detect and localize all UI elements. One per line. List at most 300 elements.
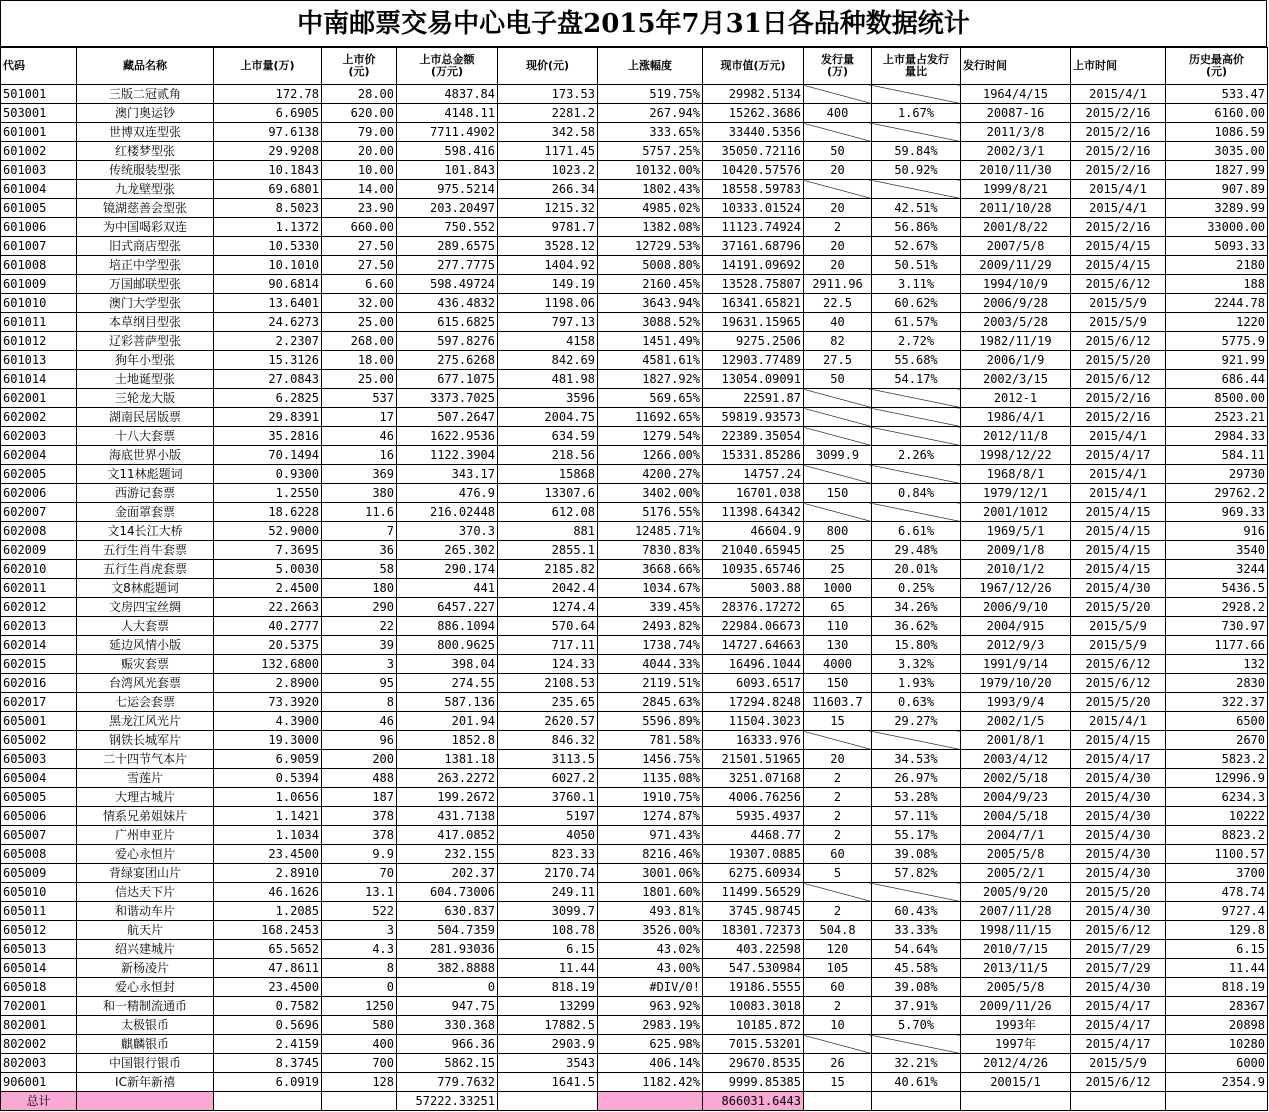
- listing-amount-cell[interactable]: 265.302: [397, 541, 498, 560]
- listing-date-cell[interactable]: 2015/6/12: [1071, 275, 1166, 294]
- listing-qty-cell[interactable]: 22.2663: [214, 598, 322, 617]
- listing-amount-cell[interactable]: 3373.7025: [397, 389, 498, 408]
- listing-amount-cell[interactable]: 436.4832: [397, 294, 498, 313]
- current-price-cell[interactable]: 2855.1: [498, 541, 598, 560]
- listing-amount-cell[interactable]: 199.2672: [397, 788, 498, 807]
- high-price-cell[interactable]: 1220: [1166, 313, 1268, 332]
- ratio-cell[interactable]: 45.58%: [872, 959, 961, 978]
- ratio-cell[interactable]: [872, 503, 961, 522]
- current-price-cell[interactable]: 4050: [498, 826, 598, 845]
- code-cell[interactable]: 601014: [1, 370, 77, 389]
- issue-qty-cell[interactable]: 120: [804, 940, 872, 959]
- market-value-cell[interactable]: 5003.88: [703, 579, 804, 598]
- listing-price-cell[interactable]: 620.00: [322, 104, 397, 123]
- market-value-cell[interactable]: 3745.98745: [703, 902, 804, 921]
- ratio-cell[interactable]: 52.67%: [872, 237, 961, 256]
- market-value-cell[interactable]: 16341.65821: [703, 294, 804, 313]
- ratio-cell[interactable]: 3.11%: [872, 275, 961, 294]
- high-price-cell[interactable]: 5775.9: [1166, 332, 1268, 351]
- ratio-cell[interactable]: 39.08%: [872, 845, 961, 864]
- listing-qty-cell[interactable]: 8.3745: [214, 1054, 322, 1073]
- market-value-cell[interactable]: 28376.17272: [703, 598, 804, 617]
- listing-qty-cell[interactable]: 24.6273: [214, 313, 322, 332]
- code-cell[interactable]: 906001: [1, 1073, 77, 1092]
- listing-date-cell[interactable]: 2015/5/20: [1071, 693, 1166, 712]
- code-cell[interactable]: 605009: [1, 864, 77, 883]
- issue-date-cell[interactable]: 1982/11/19: [961, 332, 1071, 351]
- issue-date-cell[interactable]: 2005/5/8: [961, 978, 1071, 997]
- name-cell[interactable]: 七运会套票: [77, 693, 214, 712]
- issue-qty-cell[interactable]: 50: [804, 370, 872, 389]
- code-cell[interactable]: 601003: [1, 161, 77, 180]
- listing-date-cell[interactable]: 2015/4/30: [1071, 579, 1166, 598]
- issue-date-cell[interactable]: 2012-1: [961, 389, 1071, 408]
- rise-cell[interactable]: 3526.00%: [598, 921, 703, 940]
- issue-qty-cell[interactable]: 2: [804, 997, 872, 1016]
- listing-date-cell[interactable]: 2015/4/15: [1071, 560, 1166, 579]
- listing-amount-cell[interactable]: 4837.84: [397, 85, 498, 104]
- ratio-cell[interactable]: [872, 1035, 961, 1054]
- listing-amount-cell[interactable]: 597.8276: [397, 332, 498, 351]
- rise-cell[interactable]: 1456.75%: [598, 750, 703, 769]
- ratio-cell[interactable]: 54.17%: [872, 370, 961, 389]
- code-cell[interactable]: 602012: [1, 598, 77, 617]
- listing-amount-cell[interactable]: 263.2272: [397, 769, 498, 788]
- issue-qty-cell[interactable]: 2: [804, 788, 872, 807]
- high-price-cell[interactable]: 2523.21: [1166, 408, 1268, 427]
- rise-cell[interactable]: 12485.71%: [598, 522, 703, 541]
- issue-qty-cell[interactable]: 22.5: [804, 294, 872, 313]
- high-price-cell[interactable]: 1177.66: [1166, 636, 1268, 655]
- market-value-cell[interactable]: 37161.68796: [703, 237, 804, 256]
- issue-date-cell[interactable]: 2002/3/1: [961, 142, 1071, 161]
- current-price-cell[interactable]: 570.64: [498, 617, 598, 636]
- current-price-cell[interactable]: 823.33: [498, 845, 598, 864]
- current-price-cell[interactable]: 235.65: [498, 693, 598, 712]
- rise-cell[interactable]: 43.00%: [598, 959, 703, 978]
- listing-date-cell[interactable]: 2015/5/9: [1071, 617, 1166, 636]
- high-price-cell[interactable]: 907.89: [1166, 180, 1268, 199]
- code-cell[interactable]: 802003: [1, 1054, 77, 1073]
- issue-date-cell[interactable]: 1993年: [961, 1016, 1071, 1035]
- listing-date-cell[interactable]: 2015/5/9: [1071, 1054, 1166, 1073]
- current-price-cell[interactable]: 11.44: [498, 959, 598, 978]
- listing-date-cell[interactable]: 2015/4/15: [1071, 237, 1166, 256]
- ratio-cell[interactable]: 57.82%: [872, 864, 961, 883]
- high-price-cell[interactable]: 11.44: [1166, 959, 1268, 978]
- issue-date-cell[interactable]: 2004/5/18: [961, 807, 1071, 826]
- ratio-cell[interactable]: 5.70%: [872, 1016, 961, 1035]
- issue-qty-cell[interactable]: 2: [804, 902, 872, 921]
- issue-qty-cell[interactable]: 2: [804, 826, 872, 845]
- issue-date-cell[interactable]: 20015/1: [961, 1073, 1071, 1092]
- listing-date-cell[interactable]: 2015/4/15: [1071, 522, 1166, 541]
- issue-qty-cell[interactable]: 25: [804, 560, 872, 579]
- code-cell[interactable]: 601007: [1, 237, 77, 256]
- listing-date-cell[interactable]: 2015/4/30: [1071, 902, 1166, 921]
- issue-date-cell[interactable]: 2004/915: [961, 617, 1071, 636]
- listing-price-cell[interactable]: 46: [322, 427, 397, 446]
- listing-amount-cell[interactable]: 604.73006: [397, 883, 498, 902]
- issue-qty-cell[interactable]: 50: [804, 142, 872, 161]
- listing-amount-cell[interactable]: 1852.8: [397, 731, 498, 750]
- issue-qty-cell[interactable]: 400: [804, 104, 872, 123]
- listing-date-cell[interactable]: 2015/4/30: [1071, 845, 1166, 864]
- issue-qty-cell[interactable]: 82: [804, 332, 872, 351]
- market-value-cell[interactable]: 19307.0885: [703, 845, 804, 864]
- high-price-cell[interactable]: 921.99: [1166, 351, 1268, 370]
- listing-price-cell[interactable]: 20.00: [322, 142, 397, 161]
- issue-date-cell[interactable]: 1979/12/1: [961, 484, 1071, 503]
- current-price-cell[interactable]: 1641.5: [498, 1073, 598, 1092]
- listing-price-cell[interactable]: 369: [322, 465, 397, 484]
- high-price-cell[interactable]: 478.74: [1166, 883, 1268, 902]
- ratio-cell[interactable]: 40.61%: [872, 1073, 961, 1092]
- current-price-cell[interactable]: 108.78: [498, 921, 598, 940]
- code-cell[interactable]: 601009: [1, 275, 77, 294]
- listing-price-cell[interactable]: 25.00: [322, 313, 397, 332]
- listing-date-cell[interactable]: 2015/4/30: [1071, 978, 1166, 997]
- issue-date-cell[interactable]: 2001/8/1: [961, 731, 1071, 750]
- listing-price-cell[interactable]: 27.50: [322, 237, 397, 256]
- market-value-cell[interactable]: 16333.976: [703, 731, 804, 750]
- listing-price-cell[interactable]: 11.6: [322, 503, 397, 522]
- rise-cell[interactable]: 10132.00%: [598, 161, 703, 180]
- name-cell[interactable]: 大理古城片: [77, 788, 214, 807]
- rise-cell[interactable]: #DIV/0!: [598, 978, 703, 997]
- header-cell[interactable]: 发行时间: [961, 48, 1071, 85]
- listing-date-cell[interactable]: 2015/2/16: [1071, 389, 1166, 408]
- issue-date-cell[interactable]: 2011/10/28: [961, 199, 1071, 218]
- rise-cell[interactable]: 5176.55%: [598, 503, 703, 522]
- listing-amount-cell[interactable]: 886.1094: [397, 617, 498, 636]
- listing-qty-cell[interactable]: 52.9000: [214, 522, 322, 541]
- market-value-cell[interactable]: 10935.65746: [703, 560, 804, 579]
- high-price-cell[interactable]: 533.47: [1166, 85, 1268, 104]
- listing-amount-cell[interactable]: 5862.15: [397, 1054, 498, 1073]
- issue-date-cell[interactable]: 2012/4/26: [961, 1054, 1071, 1073]
- rise-cell[interactable]: 43.02%: [598, 940, 703, 959]
- ratio-cell[interactable]: [872, 731, 961, 750]
- market-value-cell[interactable]: 547.530984: [703, 959, 804, 978]
- rise-cell[interactable]: 4044.33%: [598, 655, 703, 674]
- listing-date-cell[interactable]: 2015/2/16: [1071, 104, 1166, 123]
- listing-amount-cell[interactable]: 277.7775: [397, 256, 498, 275]
- listing-date-cell[interactable]: 2015/7/29: [1071, 959, 1166, 978]
- ratio-cell[interactable]: 1.93%: [872, 674, 961, 693]
- rise-cell[interactable]: 3088.52%: [598, 313, 703, 332]
- code-cell[interactable]: 605018: [1, 978, 77, 997]
- total-empty-cell[interactable]: [214, 1092, 322, 1111]
- listing-price-cell[interactable]: 39: [322, 636, 397, 655]
- issue-qty-cell[interactable]: 60: [804, 978, 872, 997]
- high-price-cell[interactable]: 6234.3: [1166, 788, 1268, 807]
- listing-date-cell[interactable]: 2015/4/17: [1071, 446, 1166, 465]
- name-cell[interactable]: 背绿宴团山片: [77, 864, 214, 883]
- listing-price-cell[interactable]: 0: [322, 978, 397, 997]
- current-price-cell[interactable]: 266.34: [498, 180, 598, 199]
- ratio-cell[interactable]: 42.51%: [872, 199, 961, 218]
- name-cell[interactable]: 广州申亚片: [77, 826, 214, 845]
- rise-cell[interactable]: 2493.82%: [598, 617, 703, 636]
- issue-date-cell[interactable]: 1991/9/14: [961, 655, 1071, 674]
- listing-amount-cell[interactable]: 216.02448: [397, 503, 498, 522]
- name-cell[interactable]: 钢铁长城军片: [77, 731, 214, 750]
- issue-date-cell[interactable]: 2002/3/15: [961, 370, 1071, 389]
- high-price-cell[interactable]: 129.8: [1166, 921, 1268, 940]
- ratio-cell[interactable]: [872, 389, 961, 408]
- issue-date-cell[interactable]: 2006/9/28: [961, 294, 1071, 313]
- high-price-cell[interactable]: 29762.2: [1166, 484, 1268, 503]
- ratio-cell[interactable]: 0.84%: [872, 484, 961, 503]
- current-price-cell[interactable]: 15868: [498, 465, 598, 484]
- listing-qty-cell[interactable]: 1.1034: [214, 826, 322, 845]
- listing-amount-cell[interactable]: 232.155: [397, 845, 498, 864]
- market-value-cell[interactable]: 10420.57576: [703, 161, 804, 180]
- issue-qty-cell[interactable]: 800: [804, 522, 872, 541]
- code-cell[interactable]: 602002: [1, 408, 77, 427]
- name-cell[interactable]: 为中国喝彩双连: [77, 218, 214, 237]
- market-value-cell[interactable]: 6275.60934: [703, 864, 804, 883]
- header-cell[interactable]: 上市时间: [1071, 48, 1166, 85]
- listing-price-cell[interactable]: 58: [322, 560, 397, 579]
- listing-amount-cell[interactable]: 343.17: [397, 465, 498, 484]
- rise-cell[interactable]: 7830.83%: [598, 541, 703, 560]
- listing-qty-cell[interactable]: 2.8900: [214, 674, 322, 693]
- ratio-cell[interactable]: [872, 85, 961, 104]
- issue-qty-cell[interactable]: 10: [804, 1016, 872, 1035]
- name-cell[interactable]: 爱心永恒片: [77, 845, 214, 864]
- issue-qty-cell[interactable]: 65: [804, 598, 872, 617]
- high-price-cell[interactable]: 6.15: [1166, 940, 1268, 959]
- name-cell[interactable]: 旧式商店型张: [77, 237, 214, 256]
- listing-amount-cell[interactable]: 417.0852: [397, 826, 498, 845]
- high-price-cell[interactable]: 8500.00: [1166, 389, 1268, 408]
- current-price-cell[interactable]: 717.11: [498, 636, 598, 655]
- issue-date-cell[interactable]: 1986/4/1: [961, 408, 1071, 427]
- listing-date-cell[interactable]: 2015/4/15: [1071, 256, 1166, 275]
- issue-qty-cell[interactable]: 3099.9: [804, 446, 872, 465]
- market-value-cell[interactable]: 16496.1044: [703, 655, 804, 674]
- ratio-cell[interactable]: [872, 123, 961, 142]
- name-cell[interactable]: 十八大套票: [77, 427, 214, 446]
- listing-amount-cell[interactable]: 598.416: [397, 142, 498, 161]
- listing-price-cell[interactable]: 378: [322, 826, 397, 845]
- issue-date-cell[interactable]: 2002/5/18: [961, 769, 1071, 788]
- listing-qty-cell[interactable]: 10.1010: [214, 256, 322, 275]
- name-cell[interactable]: 和一精制流通币: [77, 997, 214, 1016]
- listing-price-cell[interactable]: 7: [322, 522, 397, 541]
- listing-qty-cell[interactable]: 15.3126: [214, 351, 322, 370]
- rise-cell[interactable]: 519.75%: [598, 85, 703, 104]
- listing-price-cell[interactable]: 25.00: [322, 370, 397, 389]
- market-value-cell[interactable]: 15262.3686: [703, 104, 804, 123]
- market-value-cell[interactable]: 35050.72116: [703, 142, 804, 161]
- current-price-cell[interactable]: 17882.5: [498, 1016, 598, 1035]
- listing-date-cell[interactable]: 2015/2/16: [1071, 161, 1166, 180]
- issue-qty-cell[interactable]: 2: [804, 769, 872, 788]
- listing-amount-cell[interactable]: 101.843: [397, 161, 498, 180]
- market-value-cell[interactable]: 13528.75807: [703, 275, 804, 294]
- ratio-cell[interactable]: 6.61%: [872, 522, 961, 541]
- high-price-cell[interactable]: 29730: [1166, 465, 1268, 484]
- name-cell[interactable]: 澳门奥运钞: [77, 104, 214, 123]
- name-cell[interactable]: 本草纲目型张: [77, 313, 214, 332]
- issue-date-cell[interactable]: 2007/11/28: [961, 902, 1071, 921]
- listing-amount-cell[interactable]: 275.6268: [397, 351, 498, 370]
- listing-amount-cell[interactable]: 750.552: [397, 218, 498, 237]
- issue-date-cell[interactable]: 1969/5/1: [961, 522, 1071, 541]
- high-price-cell[interactable]: 2984.33: [1166, 427, 1268, 446]
- current-price-cell[interactable]: 1274.4: [498, 598, 598, 617]
- ratio-cell[interactable]: 29.27%: [872, 712, 961, 731]
- current-price-cell[interactable]: 2620.57: [498, 712, 598, 731]
- issue-qty-cell[interactable]: 20: [804, 199, 872, 218]
- code-cell[interactable]: 602004: [1, 446, 77, 465]
- issue-qty-cell[interactable]: [804, 123, 872, 142]
- name-cell[interactable]: 土地诞型张: [77, 370, 214, 389]
- high-price-cell[interactable]: 20898: [1166, 1016, 1268, 1035]
- listing-qty-cell[interactable]: 23.4500: [214, 978, 322, 997]
- listing-date-cell[interactable]: 2015/4/1: [1071, 180, 1166, 199]
- rise-cell[interactable]: 8216.46%: [598, 845, 703, 864]
- current-price-cell[interactable]: 3099.7: [498, 902, 598, 921]
- high-price-cell[interactable]: 916: [1166, 522, 1268, 541]
- rise-cell[interactable]: 5008.80%: [598, 256, 703, 275]
- current-price-cell[interactable]: 842.69: [498, 351, 598, 370]
- market-value-cell[interactable]: 46604.9: [703, 522, 804, 541]
- listing-qty-cell[interactable]: 2.4159: [214, 1035, 322, 1054]
- market-value-cell[interactable]: 16701.038: [703, 484, 804, 503]
- issue-date-cell[interactable]: 2013/11/5: [961, 959, 1071, 978]
- rise-cell[interactable]: 4200.27%: [598, 465, 703, 484]
- listing-date-cell[interactable]: 2015/5/20: [1071, 883, 1166, 902]
- market-value-cell[interactable]: 9999.85385: [703, 1073, 804, 1092]
- issue-date-cell[interactable]: 2012/11/8: [961, 427, 1071, 446]
- listing-amount-cell[interactable]: 476.9: [397, 484, 498, 503]
- current-price-cell[interactable]: 249.11: [498, 883, 598, 902]
- market-value-cell[interactable]: 11504.3023: [703, 712, 804, 731]
- header-cell[interactable]: 上市量占发行 量比: [872, 48, 961, 85]
- listing-date-cell[interactable]: 2015/6/12: [1071, 674, 1166, 693]
- listing-qty-cell[interactable]: 10.5330: [214, 237, 322, 256]
- listing-price-cell[interactable]: 380: [322, 484, 397, 503]
- rise-cell[interactable]: 333.65%: [598, 123, 703, 142]
- total-empty-cell[interactable]: [804, 1092, 872, 1111]
- listing-price-cell[interactable]: 700: [322, 1054, 397, 1073]
- issue-date-cell[interactable]: 2010/1/2: [961, 560, 1071, 579]
- high-price-cell[interactable]: 969.33: [1166, 503, 1268, 522]
- current-price-cell[interactable]: 6027.2: [498, 769, 598, 788]
- issue-qty-cell[interactable]: 20: [804, 256, 872, 275]
- ratio-cell[interactable]: 2.72%: [872, 332, 961, 351]
- listing-price-cell[interactable]: 22: [322, 617, 397, 636]
- ratio-cell[interactable]: 54.64%: [872, 940, 961, 959]
- listing-date-cell[interactable]: 2015/2/16: [1071, 218, 1166, 237]
- current-price-cell[interactable]: 2185.82: [498, 560, 598, 579]
- name-cell[interactable]: 和谐动车片: [77, 902, 214, 921]
- ratio-cell[interactable]: 60.43%: [872, 902, 961, 921]
- issue-date-cell[interactable]: 20087-16: [961, 104, 1071, 123]
- listing-date-cell[interactable]: 2015/5/9: [1071, 313, 1166, 332]
- name-cell[interactable]: 情系兄弟姐妹片: [77, 807, 214, 826]
- issue-date-cell[interactable]: 2002/1/5: [961, 712, 1071, 731]
- rise-cell[interactable]: 5757.25%: [598, 142, 703, 161]
- current-price-cell[interactable]: 481.98: [498, 370, 598, 389]
- listing-qty-cell[interactable]: 40.2777: [214, 617, 322, 636]
- market-value-cell[interactable]: 403.22598: [703, 940, 804, 959]
- name-cell[interactable]: 航天片: [77, 921, 214, 940]
- listing-date-cell[interactable]: 2015/4/17: [1071, 1035, 1166, 1054]
- rise-cell[interactable]: 11692.65%: [598, 408, 703, 427]
- current-price-cell[interactable]: 3543: [498, 1054, 598, 1073]
- ratio-cell[interactable]: 57.11%: [872, 807, 961, 826]
- listing-qty-cell[interactable]: 65.5652: [214, 940, 322, 959]
- market-value-cell[interactable]: 12903.77489: [703, 351, 804, 370]
- high-price-cell[interactable]: 1827.99: [1166, 161, 1268, 180]
- issue-date-cell[interactable]: 2006/9/10: [961, 598, 1071, 617]
- listing-qty-cell[interactable]: 0.5394: [214, 769, 322, 788]
- listing-qty-cell[interactable]: 1.2550: [214, 484, 322, 503]
- name-cell[interactable]: 金面罩套票: [77, 503, 214, 522]
- listing-price-cell[interactable]: 27.50: [322, 256, 397, 275]
- listing-price-cell[interactable]: 522: [322, 902, 397, 921]
- listing-qty-cell[interactable]: 47.8611: [214, 959, 322, 978]
- name-cell[interactable]: 辽彩菩萨型张: [77, 332, 214, 351]
- high-price-cell[interactable]: 584.11: [1166, 446, 1268, 465]
- issue-qty-cell[interactable]: [804, 408, 872, 427]
- ratio-cell[interactable]: 2.26%: [872, 446, 961, 465]
- total-market-value[interactable]: 866031.6443: [703, 1092, 804, 1111]
- market-value-cell[interactable]: 11123.74924: [703, 218, 804, 237]
- current-price-cell[interactable]: 818.19: [498, 978, 598, 997]
- listing-qty-cell[interactable]: 70.1494: [214, 446, 322, 465]
- listing-price-cell[interactable]: 14.00: [322, 180, 397, 199]
- issue-date-cell[interactable]: 2005/9/20: [961, 883, 1071, 902]
- listing-date-cell[interactable]: 2015/4/17: [1071, 1016, 1166, 1035]
- high-price-cell[interactable]: 188: [1166, 275, 1268, 294]
- code-cell[interactable]: 601011: [1, 313, 77, 332]
- listing-date-cell[interactable]: 2015/2/16: [1071, 142, 1166, 161]
- current-price-cell[interactable]: 1198.06: [498, 294, 598, 313]
- listing-amount-cell[interactable]: 779.7632: [397, 1073, 498, 1092]
- listing-date-cell[interactable]: 2015/4/30: [1071, 807, 1166, 826]
- rise-cell[interactable]: 4985.02%: [598, 199, 703, 218]
- issue-date-cell[interactable]: 1967/12/26: [961, 579, 1071, 598]
- issue-qty-cell[interactable]: 15: [804, 1073, 872, 1092]
- code-cell[interactable]: 602010: [1, 560, 77, 579]
- rise-cell[interactable]: 1451.49%: [598, 332, 703, 351]
- listing-qty-cell[interactable]: 27.0843: [214, 370, 322, 389]
- name-cell[interactable]: 三轮龙大版: [77, 389, 214, 408]
- code-cell[interactable]: 602014: [1, 636, 77, 655]
- issue-date-cell[interactable]: 2010/11/30: [961, 161, 1071, 180]
- listing-amount-cell[interactable]: 615.6825: [397, 313, 498, 332]
- listing-qty-cell[interactable]: 1.0656: [214, 788, 322, 807]
- listing-amount-cell[interactable]: 203.20497: [397, 199, 498, 218]
- rise-cell[interactable]: 493.81%: [598, 902, 703, 921]
- current-price-cell[interactable]: 3760.1: [498, 788, 598, 807]
- code-cell[interactable]: 605010: [1, 883, 77, 902]
- listing-price-cell[interactable]: 95: [322, 674, 397, 693]
- listing-date-cell[interactable]: 2015/4/1: [1071, 199, 1166, 218]
- issue-qty-cell[interactable]: 20: [804, 750, 872, 769]
- code-cell[interactable]: 602013: [1, 617, 77, 636]
- issue-qty-cell[interactable]: 2: [804, 218, 872, 237]
- code-cell[interactable]: 605003: [1, 750, 77, 769]
- listing-amount-cell[interactable]: 330.368: [397, 1016, 498, 1035]
- code-cell[interactable]: 605002: [1, 731, 77, 750]
